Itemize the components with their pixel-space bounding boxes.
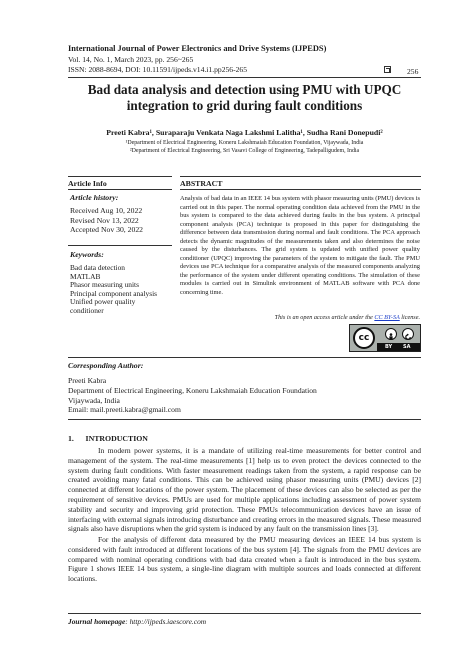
article-info-under-rule <box>68 189 172 190</box>
corresponding-heading: Corresponding Author: <box>68 361 144 370</box>
abstract-under-rule <box>180 189 421 190</box>
keyword-item: Bad data detection <box>70 263 125 272</box>
affiliation-2: ²Department of Electrical Engineering, Sri Vasavi College of Engineering, Tadepalligudem, India <box>129 148 360 154</box>
keyword-item: Unified power quality <box>70 297 136 307</box>
share-alike-icon <box>402 328 414 340</box>
author-list: Preeti Kabra¹, Suraparaju Venkata Naga Lakshmi Lalitha¹, Sudha Rani Donepudi² <box>106 128 383 137</box>
license-icons <box>379 327 419 342</box>
creative-commons-icon: cc <box>353 327 375 349</box>
abstract-text: Analysis of bad data in an IEEE 14 bus system with phasor measuring units (PMU) devices is carried out in this paper. The normal operating condition data achieved from the PMU in the bus system is compared to the data achieved during faults in the bus system. A principal component analysis (PCA) technique is proposed in this paper for distinguishing the difference between data transmission during normal and fault conditions. The PCA approach detects the dynamic magnitudes of the measurements taken and also determines the noise caused by the disturbances. The grid system is updated with unified power quality conditioner (UPQC) improving the parameters of the system to mitigate the fault. The PMU devices use PCA technique for a comparative analysis of the measured components analyzing the performance of the system under different operating conditions. The simulation of these modules is carried out in Simulink environment of MATLAB software with PCA done concerning time. <box>180 195 420 296</box>
affiliation-1: ¹Department of Electrical Engineering, Koneru Lakshmaiah Education Foundation, Vijaywada, India <box>125 140 364 146</box>
sa-label: SA <box>403 344 411 350</box>
corresponding-city: Vijaywada, India <box>68 395 120 405</box>
by-label: BY <box>385 344 393 350</box>
corresponding-dept: Department of Electrical Engineering, Koneru Lakshmaiah Education Foundation <box>68 385 317 395</box>
external-link-icon[interactable] <box>384 66 391 73</box>
license-suffix: license. <box>399 314 420 321</box>
issn-doi-line: ISSN: 2088-8694, DOI: 10.11591/ijpeds.v14.i1.pp256-265 <box>68 65 248 74</box>
license-label-strip <box>377 343 420 351</box>
homepage-url[interactable]: : http://ijpeds.iaescore.com <box>125 617 207 626</box>
corresponding-top-rule <box>68 357 421 358</box>
volume-line: Vol. 14, No. 1, March 2023, pp. 256~265 <box>68 55 194 64</box>
article-history-heading: Article history: <box>70 193 119 202</box>
attribution-person-icon <box>385 328 397 340</box>
license-statement <box>180 314 420 321</box>
corresponding-bottom-rule <box>68 419 421 420</box>
introduction-paragraph-2: For the analysis of different data measured by the PMU measuring devices an IEEE 14 bus system is considered with fault introduced at different locations of the bus system [4]. The signals from the PMU devices are compared with nominal operating conditions with bad data created when a fault is introduced in the bus system. Figure 1 shows IEEE 14 bus system, a single-line diagram with multiple sources and loads connected at different locations. <box>68 535 421 584</box>
corresponding-email: Email: mail.preeti.kabra@gmail.com <box>68 405 181 415</box>
article-history-list <box>70 206 143 235</box>
introduction-paragraph-1: In modern power systems, it is a mandate of utilizing real-time measurements for better control and management of the system. The real-time measurements [1] help us to even protect the devices connected to the system during fault conditions. With faster measurement readings taken from the system, a rapid response can be created avoiding many fatal conditions. This can be achieved using phasor measuring units (PMU) devices [2] connected at different locations of the power system. The placement of these devices can also be selected as per the requirement of sensitive devices. PMUs are used for multiple applications including assessment of power system stability and security and improving grid protection. These PMUs telecommunication devices have an issue of interfacing with external signals introducing disturbance and creating errors in the measured signals. These measured signals also have disruptions when the grid system is induced by any fault on the transmission lines [3]. <box>68 446 421 534</box>
keywords-list <box>70 264 157 316</box>
history-accepted: Accepted Nov 30, 2022 <box>70 225 144 235</box>
abstract-top-rule <box>180 176 421 177</box>
journal-homepage <box>68 617 206 626</box>
history-revised: Revised Nov 13, 2022 <box>70 215 139 225</box>
keyword-item: Principal component analysis <box>70 288 158 298</box>
title-line-1: Bad data analysis and detection using PMU with UPQC <box>87 82 402 97</box>
journal-name: International Journal of Power Electronics and Drive Systems (IJPEDS) <box>68 44 327 53</box>
footer-divider <box>68 613 421 614</box>
paper-title <box>68 82 421 113</box>
history-received: Received Aug 10, 2022 <box>70 206 143 215</box>
article-info-heading: Article Info <box>68 179 107 188</box>
page-number: 256 <box>407 67 419 76</box>
abstract-heading: ABSTRACT <box>180 179 223 188</box>
introduction-heading: 1. INTRODUCTION <box>68 434 148 443</box>
title-line-2: integration to grid during fault conditions <box>126 97 363 113</box>
corresponding-block <box>68 376 317 415</box>
keyword-item: Phasor measuring units <box>70 280 139 290</box>
homepage-label: Journal homepage <box>68 617 126 626</box>
keywords-heading: Keywords: <box>70 250 104 259</box>
keyword-item: conditioner <box>70 305 104 315</box>
corresponding-name: Preeti Kabra <box>68 376 107 385</box>
keywords-top-rule <box>68 245 172 246</box>
header-divider <box>68 77 421 78</box>
keyword-item: MATLAB <box>70 271 101 281</box>
article-info-top-rule <box>68 176 172 177</box>
license-prefix: This is an open access article under the <box>274 314 375 321</box>
cc-by-sa-badge[interactable] <box>349 324 421 352</box>
cc-by-sa-link[interactable]: CC BY-SA <box>374 314 400 321</box>
